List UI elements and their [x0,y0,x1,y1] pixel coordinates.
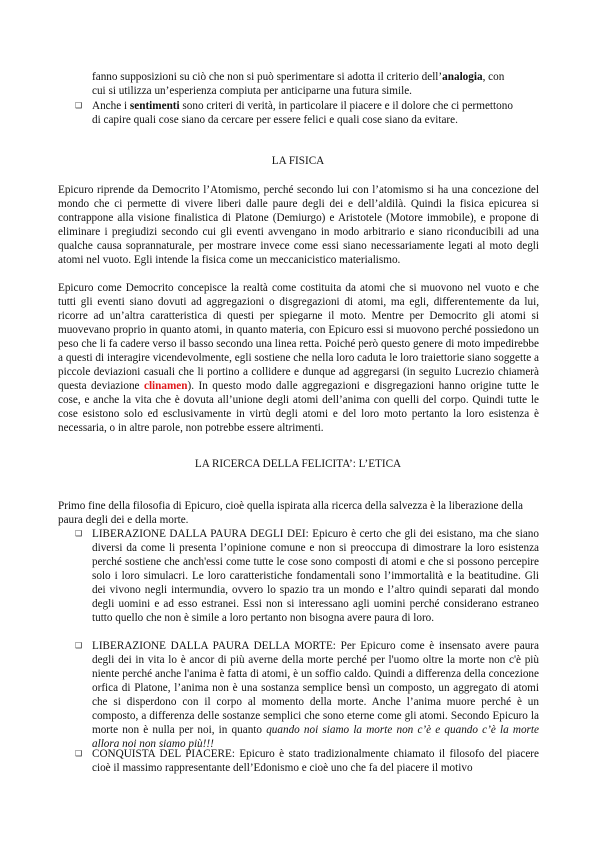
fisica-paragraph-2 [58,281,539,435]
sentimenti-term: sentimenti [129,100,180,112]
bullet-square-icon: ❑ [75,101,83,110]
text-span: , con [482,71,505,83]
analogia-term: analogia [442,71,483,83]
analogia-paragraph [92,70,547,98]
text-span: Epicuro come Democrito concepisce la realtà come costituita da atomi che si muovono nel vuoto e che tutti gli eventi siano dovuti ad aggregazioni o disgregazioni di atomi, ma egli, differentemente da lui, ricorre ad un’altra caratteristica di questi per spiegarne il moto. Mentre per Democrito gli atomi si muovevano proprio in quanto atomi, in quanto materia, con Epicuro essi si muovono perché possiedono un peso che li fa cadere verso il basso secondo una linea retta. Poiché però questo genere di moto impedirebbe a questi di interagire vicendevolmente, egli sostiene che nella loro caduta le loro traiettorie siano soggette a piccole deviazioni casuali che li portino a collidere e dunque ad aggregarsi (in seguito Lucrezio chiamerà questa deviazione [58,282,539,392]
section-heading-etica: LA RICERCA DELLA FELICITA’: L’ETICA [194,458,402,470]
bullet-paura-morte [92,639,539,751]
text-span: sono criteri di verità, in particolare il piacere e il dolore che ci permettono di capire quali cose siano da cercare per essere felici e quali cose siano da evitare. [92,100,513,126]
bullet-square-icon: ❑ [75,749,83,758]
text-span: LIBERAZIONE DALLA PAURA DELLA MORTE: Per Epicuro come è insensato avere paura degli dei in vita lo è ancor di più averne della morte perché per l'uomo oltre la morte non c'è più niente perché anche l'anima è fatta di atomi, è un soffio caldo. Quindi a differenza della concezione orfica di Platone, l’anima non è una sostanza semplice bensì un composto, un aggregato di atomi che si disperdono con il corpo al momento della morte. Anche l’anima muore perché è un composto, a differenza delle sostanze semplici che sono eterne come gli atomi. Secondo Epicuro la morte non è nulla per noi, in quanto [92,640,539,736]
bullet-piacere: CONQUISTA DEL PIACERE: Epicuro è stato tradizionalmente chiamato il filosofo del piacere cioè il massimo rappresentante dell’Edonismo e cioè uno che fa del piacere il motivo [92,748,539,774]
bullet-square-icon: ❑ [75,641,83,650]
etica-intro-paragraph: Primo fine della filosofia di Epicuro, cioè quella ispirata alla ricerca della salvezza è la liberazione della paura degli dei e della morte. [58,500,523,526]
clinamen-term: clinamen [143,380,188,392]
bullet-square-icon: ❑ [75,529,83,538]
text-span: fanno supposizioni su ciò che non si può sperimentare si adotta il criterio dell’ [92,71,443,83]
text-span: Anche i [92,100,130,112]
fisica-paragraph-1: Epicuro riprende da Democrito l’Atomismo, perché secondo lui con l’atomismo si ha una concezione del mondo che ci permette di vivere liberi dalle paure degli dei e dell’aldilà. Quindi la fisica epicurea si contrappone alla visione finalistica di Platone (Demiurgo) e Aristotele (Motore immobile), e propone di eliminare i pregiudizi secondo cui gli eventi avvengano in modo arbitrario e siano riconducibili ad una qualche causa soprannaturale, per mostrare invece come essi siano necessariamente legati al moto degli atomi nel vuoto. Egli intende la fisica come un meccanicistico materialismo. [58,184,539,266]
text-span: ). In questo modo dalle aggregazioni e disgregazioni hanno origine tutte le cose, e anche la vita che è dovuta all’unione degli atomi dell’anima con quelli del corpo. Quindi tutte le cose esistono solo ed esclusivamente in virtù degli atomi e del loro moto pertanto la loro esistenza è necessaria, o in altre parole, non potrebbe essere altrimenti. [58,380,539,434]
section-heading-fisica: LA FISICA [271,155,325,167]
text-span: cui si utilizza un’esperienza compiuta per anticiparne una futura simile. [92,85,412,97]
bullet-paura-dei: LIBERAZIONE DALLA PAURA DEGLI DEI: Epicuro è certo che gli dei esistano, ma che siano diversi da come li presenta l’opinione comune e non si preoccupa di dimostrare la loro esistenza perché sostiene che anch'essi come tutte le cose sono composti di atomi e che si possono percepire solo i loro simulacri. Le loro caratteristiche fondamentali sono l’immortalità e la beatitudine. Gli dei vivono negli intermundia, ovvero lo spazio tra un mondo e l’altro quindi separati dal mondo degli uomini e ad esso estranei. Essi non si interessano agli uomini perché considerano estraneo tutto quello che non è simile a loro pertanto non bisogna avere paura di loro. [92,528,539,624]
quote-italic: quando noi siamo la morte non c’è e quando c’è la morte allora noi non siamo più!!! [92,724,539,750]
sentimenti-bullet [92,99,517,127]
